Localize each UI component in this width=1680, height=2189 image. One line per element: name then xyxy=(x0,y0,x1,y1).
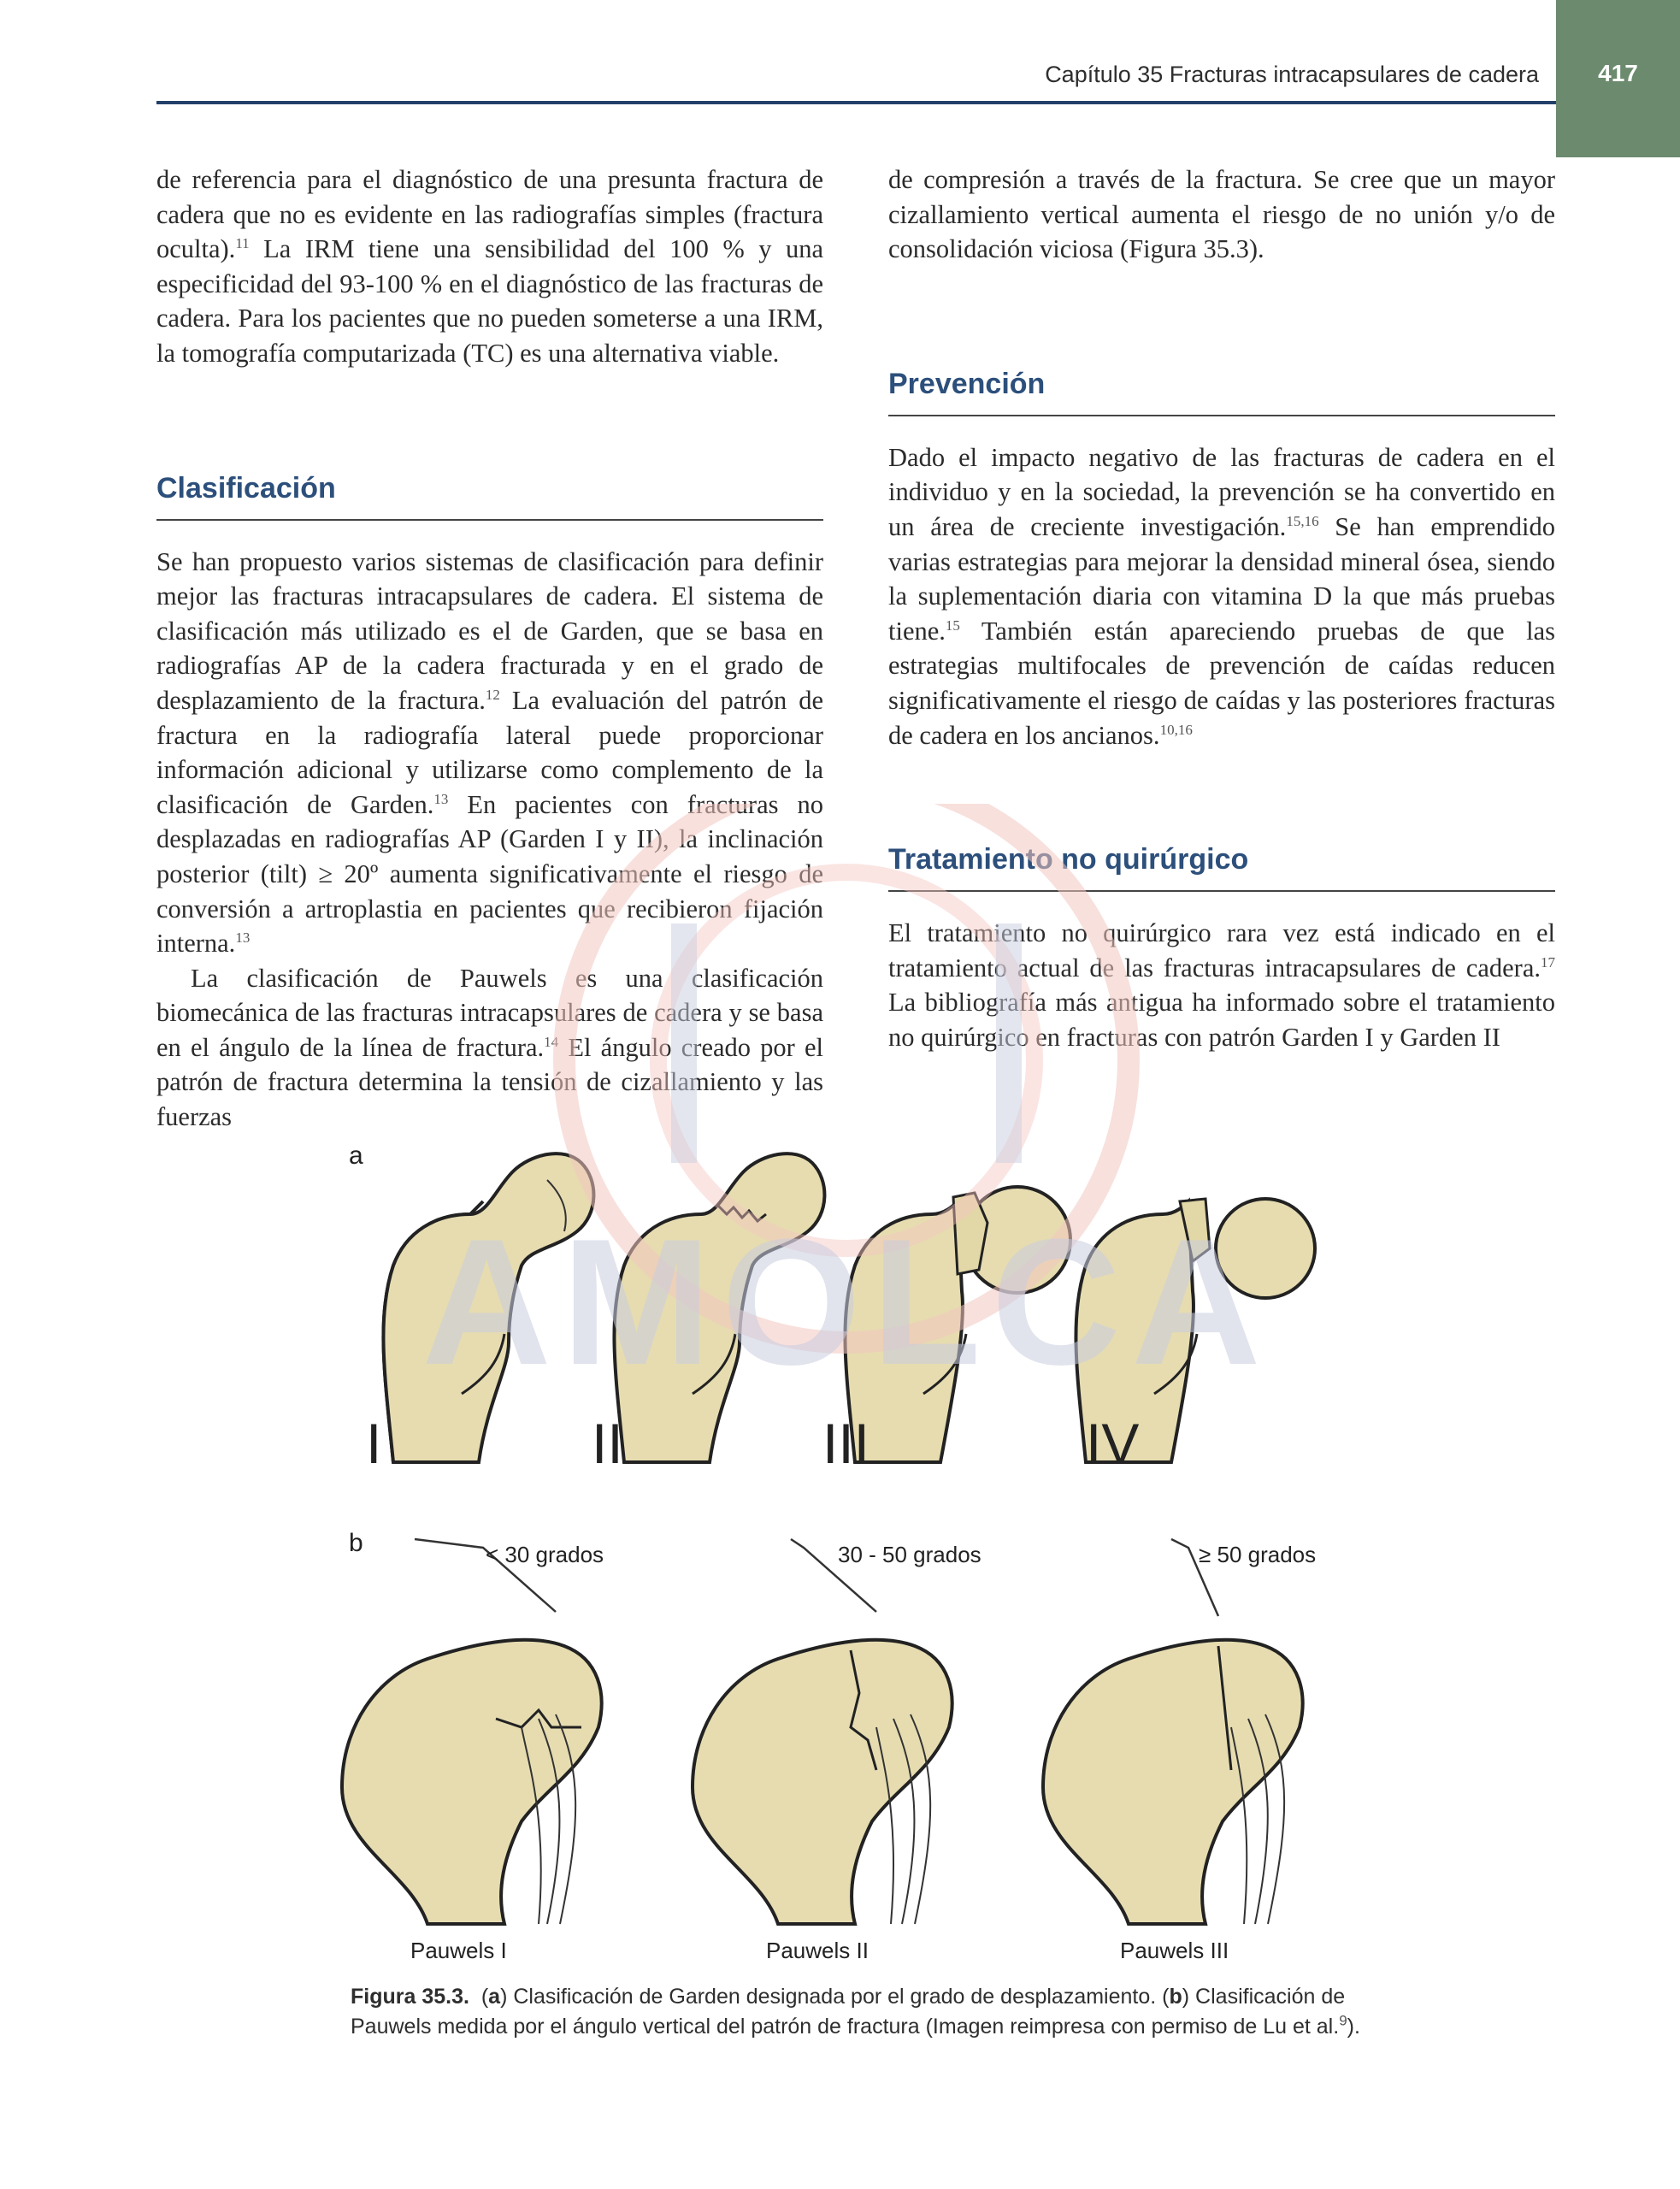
paragraph: El tratamiento no quirúrgico rara vez está indicado en el tratamiento actual de las fracturas intracapsulares de cadera.$^{17}$ La bibliografía más antigua ha informado sobre el tratamiento no quirúrgico en fracturas con patrón Garden I y Garden II xyxy=(888,918,1555,1052)
reference-superscript: 15 xyxy=(945,617,960,634)
paragraph: de compresión a través de la fractura. Se cree que un mayor cizallamiento vertical aumenta el riesgo de no unión y/o de consolidación viciosa (Figura 35.3). xyxy=(888,165,1555,264)
caption-text: ) Clasificación de Pauwels medida por el ángulo vertical del patrón de fractura (Imagen reimpresa con permiso de Lu et al. xyxy=(351,1985,1346,2039)
garden-label-iv: IV xyxy=(1086,1412,1140,1475)
reference-superscript: 10,16 xyxy=(1159,721,1193,738)
paragraph: de referencia para el diagnóstico de una presunta fractura de cadera que no es evidente en las radiografías simples (fractura oculta).$^{11}$ La IRM tiene una sensibilidad del 100 % y una especificidad del 93-100 % en el diagnóstico de las fracturas de cadera. Para los pacientes que no pueden someterse a una IRM, la tomografía computarizada (TC) es una alternativa viable. xyxy=(156,165,823,368)
reference-superscript: 12 xyxy=(485,686,500,703)
reference-superscript: 9 xyxy=(1339,2012,1347,2029)
reference-superscript: 13 xyxy=(235,929,251,946)
garden-i-femur xyxy=(383,1154,593,1462)
angle-label-pauwels-iii: ≥ 50 grados xyxy=(1199,1542,1317,1567)
paragraph: Se han propuesto varios sistemas de clasificación para definir mejor las fracturas intracapsulares de cadera. El sistema de clasificación más utilizado es el de Garden, que se basa en radiografías AP de la cadera fracturada y en el grado de desplazamiento de la fractura.$^{12}$ La evaluación del patrón de fractura en la radiografía lateral puede proporcionar información adicional y utilizarse como complemento de la clasificación de Garden.$^{13}$ En pacientes con fracturas no desplazadas en radiografías AP (Garden I y II), la inclinación posterior (tilt) ≥ 20º aumenta significativamente el riesgo de conversión a artroplastia en pacientes que recibieron fijación interna.$^{13}$ xyxy=(156,546,823,959)
section-heading-tratamiento: Tratamiento no quirúrgico xyxy=(888,843,1249,876)
pauwels-label-ii: Pauwels II xyxy=(766,1938,869,1963)
paragraph: Dado el impacto negativo de las fracturas de cadera en el individuo y en la sociedad, la prevención se ha convertido en un área de creciente investigación.$^{15,16}$ Se han emprendido varias estrategias para mejorar la densidad mineral ósea, siendo la suplementación diaria con vitamina D la que más pruebas tiene.$^{15}$ También están apareciendo pruebas de que las estrategias multifocales de prevención de caídas reducen significativamente el riesgo de caídas y las posteriores fracturas de cadera en los ancianos.$^{10,16}$ xyxy=(888,442,1555,750)
section-heading-clasificacion: Clasificación xyxy=(156,471,336,504)
garden-iii-femur xyxy=(845,1187,1070,1462)
caption-text: ). xyxy=(1347,2015,1360,2039)
header-rule xyxy=(156,101,1556,104)
pauwels-ii-femur xyxy=(693,1640,952,1924)
garden-label-ii: II xyxy=(592,1412,623,1475)
running-header: Capítulo 35 Fracturas intracapsulares de cadera xyxy=(1045,62,1539,87)
reference-superscript: 13 xyxy=(433,790,449,807)
left-column xyxy=(156,162,823,1135)
reference-superscript: 11 xyxy=(235,235,250,252)
figure-35-3 xyxy=(325,1120,1385,1975)
paragraph: La clasificación de Pauwels es una clasificación biomecánica de las fracturas intracapsulares de cadera y se basa en el ángulo de la línea de fractura.$^{14}$ El ángulo creado por el patrón de fractura determina la tensión de cizallamiento y las fuerzas xyxy=(156,963,823,1132)
panel-b-label: b xyxy=(349,1529,363,1557)
reference-superscript: 17 xyxy=(1541,953,1555,971)
caption-panel-b: b xyxy=(1169,1985,1182,2009)
garden-label-iii: III xyxy=(822,1412,870,1475)
section-heading-prevencion: Prevención xyxy=(888,367,1046,400)
pauwels-i-femur xyxy=(342,1640,602,1924)
reference-superscript: 14 xyxy=(544,1033,559,1050)
caption-text: ) Clasificación de Garden designada por el grado de desplazamiento. ( xyxy=(500,1985,1170,2009)
caption-panel-a: a xyxy=(488,1985,501,2009)
pauwels-label-iii: Pauwels III xyxy=(1120,1938,1229,1963)
pauwels-iii-femur xyxy=(1043,1640,1303,1924)
page-number: 417 xyxy=(1598,60,1638,86)
panel-a-label: a xyxy=(349,1142,363,1170)
figure-caption: Figura 35.3. (a) Clasificación de Garden designada por el grado de desplazamiento. (b) Clasificación de Pauwels medida por el ángulo vertical del patrón de fractura (Imagen reimpresa con permiso de Lu et al.$^9$). xyxy=(351,1985,1360,2039)
angle-label-pauwels-ii: 30 - 50 grados xyxy=(838,1542,981,1567)
pauwels-label-i: Pauwels I xyxy=(410,1938,507,1963)
watermark-text: AMOLCA xyxy=(421,1201,1271,1402)
garden-label-i: I xyxy=(366,1412,382,1475)
angle-label-pauwels-i: < 30 grados xyxy=(486,1542,604,1567)
right-column xyxy=(888,162,1555,1055)
reference-superscript: 15,16 xyxy=(1286,512,1319,529)
caption-label: Figura 35.3. xyxy=(351,1985,469,2009)
garden-ii-femur xyxy=(614,1154,824,1462)
